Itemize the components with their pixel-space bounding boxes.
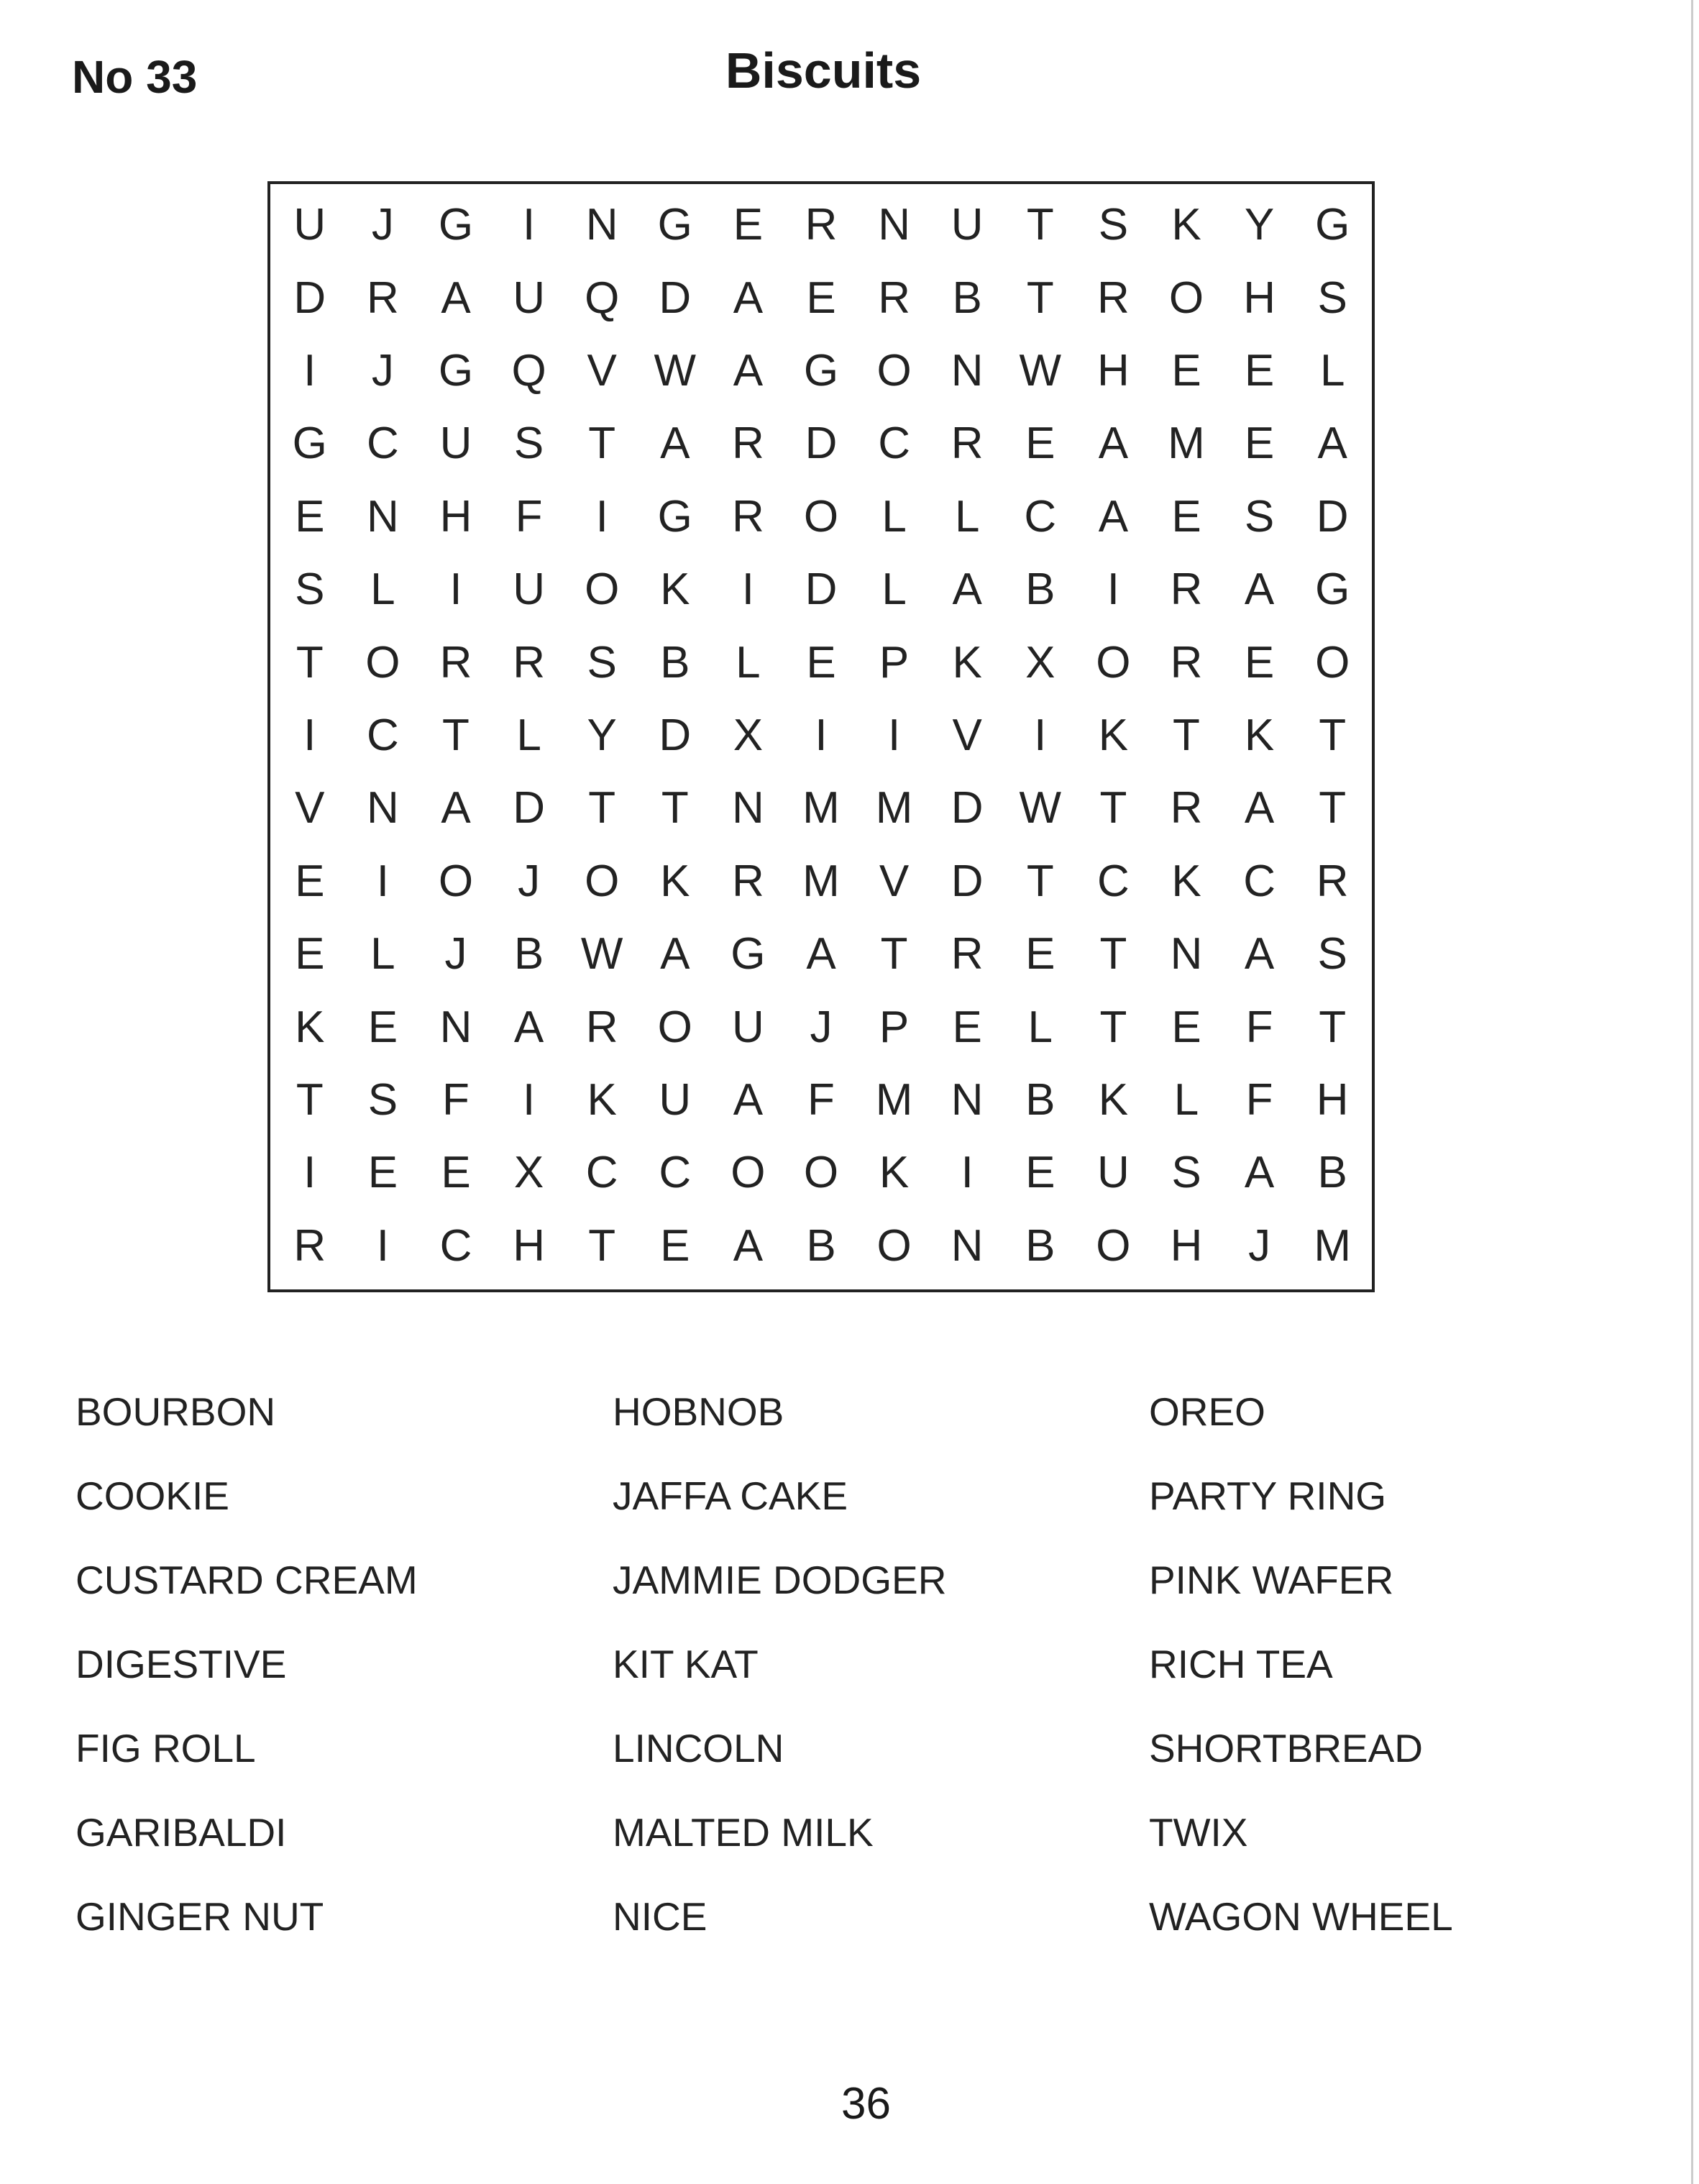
grid-cell[interactable]: B — [952, 273, 982, 323]
page-number: 36 — [841, 2079, 891, 2129]
grid-cell[interactable]: S — [587, 637, 617, 687]
grid-cell[interactable]: A — [733, 1074, 764, 1125]
grid-cell[interactable]: E — [367, 1002, 398, 1052]
grid-cell[interactable]: R — [805, 200, 838, 250]
grid-cell[interactable]: X — [733, 710, 764, 760]
grid-cell[interactable]: M — [875, 783, 913, 833]
word-column-1 — [75, 1370, 418, 1959]
grid-cell[interactable]: A — [733, 345, 764, 396]
grid-cell[interactable]: R — [878, 273, 910, 323]
grid-cell[interactable]: L — [370, 565, 395, 615]
grid-cell[interactable]: T — [296, 637, 324, 687]
grid-cell[interactable]: E — [660, 1220, 690, 1271]
grid-cell[interactable]: A — [1244, 565, 1275, 615]
grid-cell[interactable]: E — [295, 856, 325, 906]
word-column-2 — [613, 1370, 946, 1959]
grid-cell[interactable]: H — [513, 1220, 545, 1271]
grid-cell[interactable]: R — [513, 637, 545, 687]
grid-cell[interactable]: R — [732, 856, 764, 906]
grid-cell[interactable]: C — [1243, 856, 1276, 906]
grid-cell[interactable]: K — [1098, 1074, 1129, 1125]
word-list-item: BOURBON — [75, 1389, 276, 1434]
grid-cell[interactable]: A — [1244, 929, 1275, 979]
grid-cell[interactable]: N — [951, 1220, 984, 1271]
grid-cell[interactable]: W — [1019, 345, 1062, 396]
grid-cell[interactable]: F — [807, 1074, 835, 1125]
word-list-item: CUSTARD CREAM — [75, 1558, 418, 1602]
grid-cell[interactable]: R — [1170, 637, 1203, 687]
grid-cell[interactable]: Q — [511, 345, 546, 396]
grid-cell[interactable]: U — [732, 1002, 764, 1052]
grid-cell[interactable]: O — [1096, 637, 1131, 687]
grid-cell[interactable]: E — [295, 929, 325, 979]
grid-cell[interactable]: A — [1317, 419, 1347, 469]
grid-cell[interactable]: I — [303, 345, 316, 396]
grid-cell[interactable]: E — [1171, 345, 1201, 396]
grid-cell[interactable]: S — [1317, 273, 1347, 323]
grid-cell[interactable]: N — [367, 783, 399, 833]
grid-cell[interactable]: R — [367, 273, 399, 323]
grid-cell[interactable]: A — [1244, 1148, 1275, 1198]
grid-cell[interactable]: E — [1244, 637, 1275, 687]
grid-cell[interactable]: Y — [1244, 200, 1275, 250]
grid-cell[interactable]: X — [513, 1148, 544, 1198]
grid-cell[interactable]: G — [292, 419, 327, 469]
grid-cell[interactable]: T — [1099, 783, 1127, 833]
grid-cell[interactable]: B — [806, 1220, 836, 1271]
word-list-item: SHORTBREAD — [1149, 1726, 1423, 1770]
grid-cell[interactable]: U — [951, 200, 984, 250]
grid-cell[interactable]: T — [1026, 856, 1054, 906]
grid-cell[interactable]: A — [952, 565, 982, 615]
grid-cell[interactable]: C — [439, 1220, 472, 1271]
grid-cell[interactable]: O — [876, 1220, 912, 1271]
grid-cell[interactable]: H — [1243, 273, 1276, 323]
grid-cell[interactable]: I — [961, 1148, 974, 1198]
word-list-item: PARTY RING — [1149, 1473, 1387, 1518]
grid-cell[interactable]: U — [659, 1074, 692, 1125]
word-list-item: PINK WAFER — [1149, 1558, 1394, 1602]
grid-cell[interactable]: U — [439, 419, 472, 469]
grid-cell[interactable]: O — [438, 856, 474, 906]
grid-cell[interactable]: E — [1025, 1148, 1055, 1198]
grid-cell[interactable]: L — [516, 710, 541, 760]
grid-cell[interactable]: T — [296, 1074, 324, 1125]
grid-cell[interactable]: S — [367, 1074, 398, 1125]
grid-cell[interactable]: A — [441, 783, 471, 833]
grid-cell[interactable]: H — [1170, 1220, 1203, 1271]
word-column-3 — [1149, 1370, 1453, 1959]
grid-cell[interactable]: V — [587, 345, 617, 396]
word-list-item: OREO — [1149, 1389, 1265, 1434]
grid-cell[interactable]: K — [660, 856, 690, 906]
grid-cell[interactable]: K — [1098, 710, 1129, 760]
page-edge — [1691, 0, 1693, 2184]
grid-cell[interactable]: I — [376, 856, 389, 906]
grid-cell[interactable]: X — [1025, 637, 1055, 687]
page-title: Biscuits — [725, 42, 922, 99]
grid-cell[interactable]: B — [1025, 1074, 1055, 1125]
grid-cell[interactable]: I — [741, 565, 754, 615]
grid-cell[interactable]: D — [951, 856, 984, 906]
grid-cell[interactable]: K — [587, 1074, 617, 1125]
grid-cell[interactable]: Y — [587, 710, 617, 760]
grid-cell[interactable]: F — [442, 1074, 470, 1125]
grid-cell[interactable]: U — [293, 200, 326, 250]
grid-cell[interactable]: H — [439, 491, 472, 542]
grid-cell[interactable]: R — [732, 419, 764, 469]
grid-cell[interactable]: M — [1168, 419, 1205, 469]
grid-cell[interactable]: A — [1098, 491, 1129, 542]
grid-cell[interactable]: E — [806, 273, 836, 323]
grid-cell[interactable]: I — [1034, 710, 1047, 760]
grid-cell[interactable]: N — [439, 1002, 472, 1052]
word-list-item: RICH TEA — [1149, 1642, 1333, 1686]
grid-cell[interactable]: I — [522, 200, 536, 250]
grid-cell[interactable]: K — [952, 637, 982, 687]
grid-cell[interactable]: D — [293, 273, 326, 323]
grid-cell[interactable]: I — [303, 710, 316, 760]
grid-cell[interactable]: G — [438, 345, 474, 396]
grid-cell[interactable]: I — [449, 565, 462, 615]
grid-cell[interactable]: E — [1244, 419, 1275, 469]
grid-cell[interactable]: R — [951, 929, 984, 979]
grid-cell[interactable]: E — [1025, 419, 1055, 469]
grid-cell[interactable]: I — [376, 1220, 389, 1271]
grid-cell[interactable]: D — [659, 710, 692, 760]
grid-cell[interactable]: E — [295, 491, 325, 542]
grid-cell[interactable]: J — [444, 929, 467, 979]
grid-cell[interactable]: F — [1245, 1074, 1273, 1125]
grid-cell[interactable]: G — [657, 200, 692, 250]
grid-cell[interactable]: W — [580, 929, 623, 979]
grid-cell[interactable]: O — [803, 491, 839, 542]
grid-cell[interactable]: N — [367, 491, 399, 542]
grid-cell[interactable]: R — [951, 419, 984, 469]
word-list-item: MALTED MILK — [613, 1810, 874, 1855]
grid-cell[interactable]: E — [367, 1148, 398, 1198]
grid-cell[interactable]: A — [441, 273, 471, 323]
grid-cell[interactable]: R — [1316, 856, 1349, 906]
grid-cell[interactable]: N — [878, 200, 910, 250]
grid-cell[interactable]: E — [1171, 491, 1201, 542]
word-list-item: WAGON WHEEL — [1149, 1894, 1453, 1939]
grid-cell[interactable]: I — [595, 491, 608, 542]
grid-cell[interactable]: C — [585, 1148, 618, 1198]
grid-cell[interactable]: L — [954, 491, 980, 542]
grid-cell[interactable]: G — [1315, 565, 1350, 615]
grid-cell[interactable]: M — [802, 783, 840, 833]
grid-cell[interactable]: M — [802, 856, 840, 906]
grid-cell[interactable]: S — [1244, 491, 1275, 542]
grid-cell[interactable]: K — [1171, 200, 1201, 250]
grid-cell[interactable]: T — [588, 783, 616, 833]
grid-cell[interactable]: G — [731, 929, 766, 979]
grid-cell[interactable]: T — [1319, 710, 1347, 760]
grid-cell[interactable]: L — [370, 929, 395, 979]
grid-cell[interactable]: P — [879, 1002, 910, 1052]
grid-cell[interactable]: A — [1244, 783, 1275, 833]
grid-cell[interactable]: V — [879, 856, 910, 906]
grid-cell[interactable]: E — [806, 637, 836, 687]
puzzle-number: No 33 — [72, 51, 198, 103]
grid-cell[interactable]: C — [1097, 856, 1130, 906]
grid-cell[interactable]: I — [815, 710, 828, 760]
word-list-item: DIGESTIVE — [75, 1642, 287, 1686]
grid-cell[interactable]: T — [588, 1220, 616, 1271]
grid-cell[interactable]: F — [1245, 1002, 1273, 1052]
grid-cell[interactable]: E — [952, 1002, 982, 1052]
grid-cell[interactable]: T — [1319, 1002, 1347, 1052]
grid-cell[interactable]: M — [1314, 1220, 1352, 1271]
grid-cell[interactable]: K — [660, 565, 690, 615]
grid-cell[interactable]: J — [518, 856, 541, 906]
grid-cell[interactable]: G — [803, 345, 839, 396]
grid-cell[interactable]: R — [293, 1220, 326, 1271]
grid-cell[interactable]: A — [733, 1220, 764, 1271]
grid-cell[interactable]: T — [442, 710, 470, 760]
grid-cell[interactable]: I — [522, 1074, 536, 1125]
grid-cell[interactable]: V — [295, 783, 325, 833]
grid-cell[interactable]: U — [513, 273, 545, 323]
grid-cell[interactable]: Q — [585, 273, 620, 323]
grid-cell[interactable]: O — [1096, 1220, 1131, 1271]
grid-cell[interactable]: D — [805, 419, 838, 469]
grid-cell[interactable]: I — [303, 1148, 316, 1198]
grid-cell[interactable]: E — [441, 1148, 471, 1198]
grid-cell[interactable]: N — [732, 783, 764, 833]
grid-cell[interactable]: C — [367, 710, 399, 760]
word-list-item: GINGER NUT — [75, 1894, 324, 1939]
grid-cell[interactable]: T — [661, 783, 689, 833]
grid-cell[interactable]: K — [1171, 856, 1201, 906]
grid-cell[interactable]: C — [878, 419, 910, 469]
grid-cell[interactable]: S — [513, 419, 544, 469]
grid-cell[interactable]: R — [439, 637, 472, 687]
grid-cell[interactable]: J — [371, 200, 394, 250]
grid-cell[interactable]: E — [1171, 1002, 1201, 1052]
grid-cell[interactable]: K — [1244, 710, 1275, 760]
grid-cell[interactable]: B — [513, 929, 544, 979]
word-search-grid — [267, 181, 1375, 1292]
word-list-item: JAMMIE DODGER — [613, 1558, 947, 1602]
grid-cell[interactable]: A — [660, 929, 690, 979]
word-list-item: COOKIE — [75, 1473, 229, 1518]
grid-cell[interactable]: H — [1316, 1074, 1349, 1125]
grid-cell[interactable]: B — [1317, 1148, 1347, 1198]
grid-cell[interactable]: A — [1098, 419, 1129, 469]
grid-cell[interactable]: B — [1025, 1220, 1055, 1271]
grid-cell[interactable]: H — [1097, 345, 1130, 396]
grid-cell[interactable]: S — [295, 565, 325, 615]
grid-cell[interactable]: E — [1244, 345, 1275, 396]
grid-cell[interactable]: A — [660, 419, 690, 469]
grid-cell[interactable]: O — [876, 345, 912, 396]
grid-cell[interactable]: D — [951, 783, 984, 833]
grid-cell[interactable]: F — [515, 491, 543, 542]
word-list-item: NICE — [613, 1894, 707, 1939]
grid-cell[interactable]: L — [1027, 1002, 1053, 1052]
grid-cell[interactable]: J — [371, 345, 394, 396]
grid-cell[interactable]: R — [1170, 565, 1203, 615]
grid-cell[interactable]: J — [810, 1002, 833, 1052]
grid-cell[interactable]: T — [1026, 200, 1054, 250]
word-list-item: KIT KAT — [613, 1642, 759, 1686]
word-list-item: FIG ROLL — [75, 1726, 256, 1770]
grid-cell[interactable]: O — [585, 565, 620, 615]
grid-cell[interactable]: R — [732, 491, 764, 542]
word-list-item: GARIBALDI — [75, 1810, 287, 1855]
grid-cell[interactable]: K — [879, 1148, 910, 1198]
grid-cell[interactable]: I — [887, 710, 901, 760]
grid-cell[interactable]: N — [951, 1074, 984, 1125]
grid-cell[interactable]: U — [513, 565, 545, 615]
grid-cell[interactable]: D — [1316, 491, 1349, 542]
word-list-item: JAFFA CAKE — [613, 1473, 848, 1518]
grid-cell[interactable]: A — [806, 929, 836, 979]
grid-cell[interactable]: O — [731, 1148, 766, 1198]
grid-cell[interactable]: I — [1107, 565, 1119, 615]
grid-cell[interactable]: L — [1319, 345, 1345, 396]
grid-cell[interactable]: S — [1171, 1148, 1201, 1198]
grid-cell[interactable]: R — [1097, 273, 1130, 323]
grid-cell[interactable]: E — [1025, 929, 1055, 979]
grid-cell[interactable]: P — [879, 637, 910, 687]
grid-cell[interactable]: C — [659, 1148, 692, 1198]
grid-cell[interactable]: S — [1098, 200, 1129, 250]
grid-cell[interactable]: W — [1019, 783, 1062, 833]
grid-cell[interactable]: W — [654, 345, 697, 396]
grid-cell[interactable]: D — [513, 783, 545, 833]
grid-cell[interactable]: N — [951, 345, 984, 396]
grid-cell[interactable]: L — [881, 491, 907, 542]
grid-cell[interactable]: G — [657, 491, 692, 542]
grid-cell[interactable]: B — [1025, 565, 1055, 615]
grid-cell[interactable]: J — [1248, 1220, 1271, 1271]
grid-cell[interactable]: N — [1170, 929, 1203, 979]
grid-cell[interactable]: A — [733, 273, 764, 323]
grid-cell[interactable]: G — [438, 200, 474, 250]
grid-cell[interactable]: O — [585, 856, 620, 906]
grid-cell[interactable]: T — [1026, 273, 1054, 323]
grid-cell[interactable]: O — [1315, 637, 1350, 687]
grid-cell[interactable]: V — [952, 710, 982, 760]
grid-cell[interactable]: L — [881, 565, 907, 615]
grid-cell[interactable]: S — [1317, 929, 1347, 979]
grid-cell[interactable]: C — [1024, 491, 1057, 542]
grid-cell[interactable]: E — [733, 200, 764, 250]
grid-cell[interactable]: A — [513, 1002, 544, 1052]
grid-cell[interactable]: L — [736, 637, 761, 687]
grid-cell[interactable]: O — [657, 1002, 692, 1052]
grid-cell[interactable]: R — [1170, 783, 1203, 833]
grid-cell[interactable]: B — [660, 637, 690, 687]
word-list-item: TWIX — [1149, 1810, 1248, 1855]
grid-cell[interactable]: T — [880, 929, 908, 979]
grid-cell[interactable]: R — [585, 1002, 618, 1052]
grid-cell[interactable]: K — [295, 1002, 325, 1052]
grid-cell[interactable]: T — [1173, 710, 1200, 760]
grid-cell[interactable]: M — [875, 1074, 913, 1125]
grid-cell[interactable]: C — [367, 419, 399, 469]
grid-cell[interactable]: U — [1097, 1148, 1130, 1198]
grid-cell[interactable]: T — [1099, 929, 1127, 979]
grid-cell[interactable]: L — [1173, 1074, 1199, 1125]
grid-cell[interactable]: G — [1315, 200, 1350, 250]
grid-cell[interactable]: D — [659, 273, 692, 323]
word-list-item: HOBNOB — [613, 1389, 784, 1434]
grid-cell[interactable]: D — [805, 565, 838, 615]
grid-cell[interactable]: O — [365, 637, 400, 687]
word-list-item: LINCOLN — [613, 1726, 784, 1770]
grid-cell[interactable]: T — [1319, 783, 1347, 833]
grid-cell[interactable]: O — [803, 1148, 839, 1198]
grid-cell[interactable]: T — [588, 419, 616, 469]
grid-cell[interactable]: O — [1168, 273, 1204, 323]
grid-cell[interactable]: N — [585, 200, 618, 250]
grid-cell[interactable]: T — [1099, 1002, 1127, 1052]
